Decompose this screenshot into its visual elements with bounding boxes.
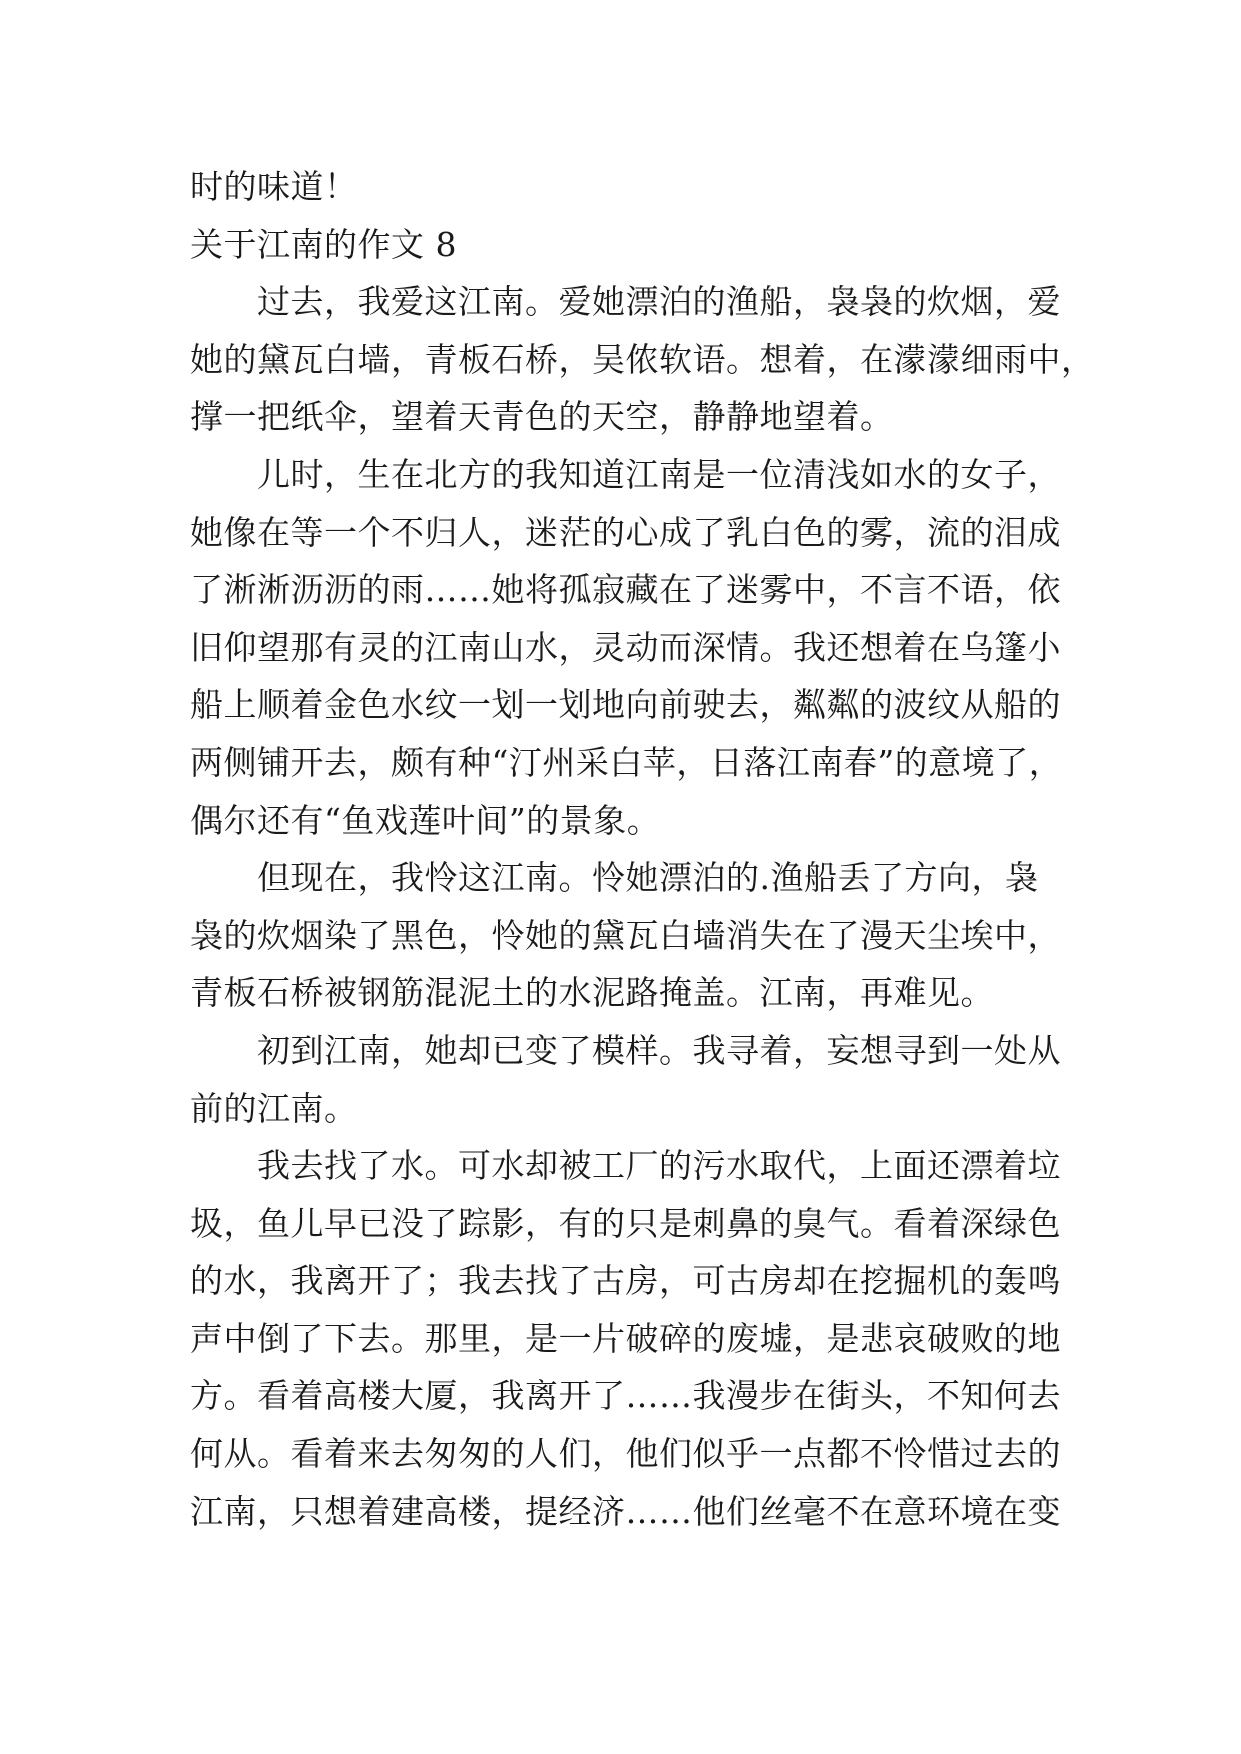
text-line: 儿时，生在北方的我知道江南是一位清浅如水的女子， bbox=[190, 454, 1061, 494]
text-line: 但现在，我怜这江南。怜她漂泊的.渔船丢了方向，袅 bbox=[190, 858, 1039, 898]
text-line: 旧仰望那有灵的江南山水，灵动而深情。我还想着在乌篷小 bbox=[190, 627, 1061, 667]
text-line: 两侧铺开去，颇有种“汀州采白苹，日落江南春”的意境了， bbox=[190, 742, 1063, 782]
text-line: 她的黛瓦白墙，青板石桥，吴侬软语。想着，在濛濛细雨中， bbox=[190, 339, 1095, 379]
text-line: 青板石桥被钢筋混泥土的水泥路掩盖。江南，再难见。 bbox=[190, 973, 994, 1013]
text-line: 撑一把纸伞，望着天青色的天空，静静地望着。 bbox=[190, 397, 894, 437]
text-line: 时的味道！ bbox=[190, 167, 358, 206]
text-line: 江南，只想着建高楼，提经济……他们丝毫不在意环境在变 bbox=[190, 1491, 1061, 1531]
text-line: 我去找了水。可水却被工厂的污水取代，上面还漂着垃 bbox=[190, 1146, 1061, 1186]
document-body bbox=[190, 158, 1095, 1540]
text-line: 何从。看着来去匆匆的人们，他们似乎一点都不怜惜过去的 bbox=[190, 1434, 1061, 1474]
text-line: 船上顺着金色水纹一划一划地向前驶去，粼粼的波纹从船的 bbox=[190, 685, 1061, 725]
text-line: 方。看着高楼大厦，我离开了……我漫步在街头，不知何去 bbox=[190, 1376, 1061, 1416]
text-line: 声中倒了下去。那里，是一片破碎的废墟，是悲哀破败的地 bbox=[190, 1318, 1061, 1358]
text-line: 她像在等一个不归人，迷茫的心成了乳白色的雾，流的泪成 bbox=[190, 512, 1061, 552]
text-line: 偶尔还有“鱼戏莲叶间”的景象。 bbox=[190, 800, 661, 840]
text-line: 过去，我爱这江南。爱她漂泊的渔船，袅袅的炊烟，爱 bbox=[190, 282, 1061, 322]
essay-heading: 关于江南的作文 8 bbox=[190, 224, 457, 264]
text-line: 圾，鱼儿早已没了踪影，有的只是刺鼻的臭气。看着深绿色 bbox=[190, 1203, 1061, 1243]
text-line: 初到江南，她却已变了模样。我寻着，妄想寻到一处从 bbox=[190, 1030, 1061, 1070]
text-line: 袅的炊烟染了黑色，怜她的黛瓦白墙消失在了漫天尘埃中， bbox=[190, 915, 1061, 955]
text-line: 的水，我离开了；我去找了古房，可古房却在挖掘机的轰鸣 bbox=[190, 1261, 1061, 1301]
text-line: 了淅淅沥沥的雨……她将孤寂藏在了迷雾中，不言不语，依 bbox=[190, 570, 1061, 610]
text-line: 前的江南。 bbox=[190, 1088, 358, 1128]
